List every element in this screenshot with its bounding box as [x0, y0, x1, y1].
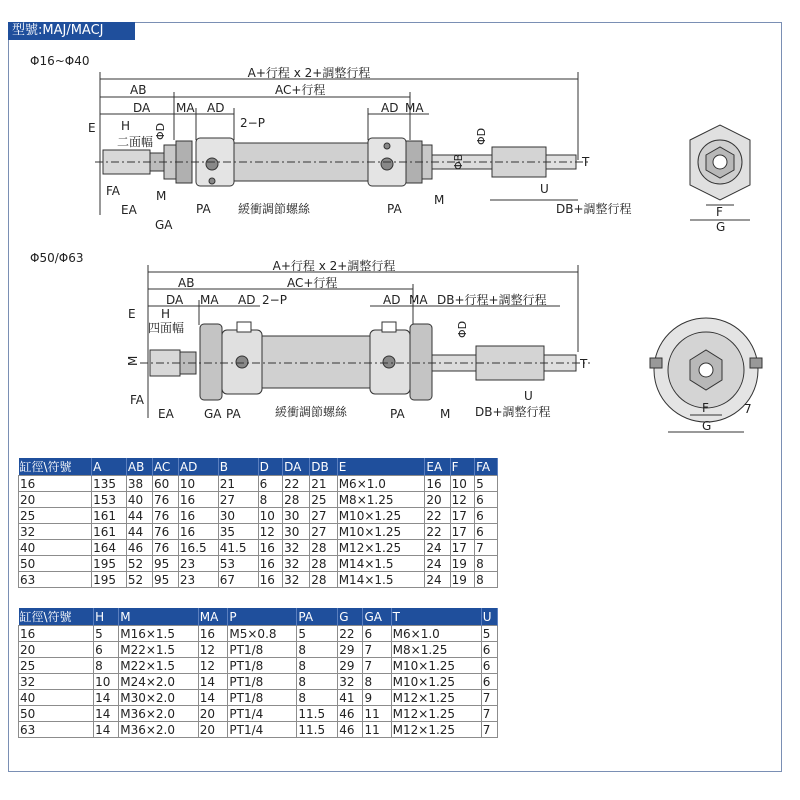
table-cell: 161 — [92, 524, 127, 540]
table-cell: 76 — [152, 524, 178, 540]
dim-e-2: E — [128, 307, 136, 321]
table-cell: 19 — [450, 572, 475, 588]
table-cell: M12×1.25 — [391, 722, 481, 738]
table-cell: M14×1.5 — [337, 572, 425, 588]
table-cell: 22 — [425, 508, 450, 524]
table-cell: 12 — [198, 658, 228, 674]
dim-phid-1: ΦD — [154, 122, 167, 140]
table-cell: 16 — [178, 508, 218, 524]
table-cell: 7 — [475, 540, 498, 556]
table-header-cell: DA — [283, 458, 310, 476]
table-cell: 38 — [126, 476, 152, 492]
table-cell: 32 — [19, 524, 92, 540]
table-cell: 52 — [126, 556, 152, 572]
table-cell: M8×1.25 — [391, 642, 481, 658]
table-cell: 6 — [363, 626, 391, 642]
dim-m-side-2: M — [126, 355, 140, 366]
dim-h-2: H — [161, 307, 171, 321]
table-row — [19, 508, 498, 524]
table-row — [19, 626, 498, 642]
table-cell: 161 — [92, 508, 127, 524]
table-cell: M8×1.25 — [337, 492, 425, 508]
table-cell: 30 — [283, 508, 310, 524]
dim-ad-l-2: AD — [238, 293, 256, 307]
table-cell: 195 — [92, 572, 127, 588]
table-cell: 46 — [126, 540, 152, 556]
table-cell: 53 — [218, 556, 258, 572]
table-cell: 17 — [450, 508, 475, 524]
table-cell: 28 — [310, 556, 337, 572]
table-cell: 8 — [258, 492, 283, 508]
table-cell: M12×1.25 — [337, 540, 425, 556]
table-cell: 28 — [283, 492, 310, 508]
table-cell: 12 — [258, 524, 283, 540]
table-cell: M14×1.5 — [337, 556, 425, 572]
dim-phib-1: ΦB — [452, 153, 465, 170]
table-cell: 16 — [19, 626, 94, 642]
table-cell: 23 — [178, 572, 218, 588]
table-cell: 6 — [475, 508, 498, 524]
table-header-cell: 缸徑\符號 — [19, 458, 92, 476]
dim-ad-r-2: AD — [383, 293, 401, 307]
table-cell: 6 — [94, 642, 119, 658]
table-cell: 17 — [450, 524, 475, 540]
table-header-cell: 缸徑\符號 — [19, 608, 94, 626]
table-cell: 6 — [481, 658, 497, 674]
table-cell: PT1/8 — [228, 690, 297, 706]
model-title: 型號:MAJ/MACJ — [8, 22, 135, 40]
dim-phid-2: ΦD — [456, 320, 469, 338]
table-cell: 29 — [338, 658, 363, 674]
table-cell: 52 — [126, 572, 152, 588]
table-row — [19, 722, 498, 738]
table-cell: 14 — [94, 722, 119, 738]
table-cell: 10 — [94, 674, 119, 690]
table-cell: 63 — [19, 722, 94, 738]
table-cell: 8 — [297, 690, 338, 706]
table-cell: 16 — [258, 572, 283, 588]
table-cell: 5 — [94, 626, 119, 642]
table-cell: 32 — [19, 674, 94, 690]
table-cell: 22 — [283, 476, 310, 492]
table-row — [19, 674, 498, 690]
table-cell: 32 — [283, 540, 310, 556]
table-cell: 153 — [92, 492, 127, 508]
table-cell: 24 — [425, 540, 450, 556]
table-header-cell: EA — [425, 458, 450, 476]
dim-u-1: U — [540, 182, 549, 196]
table-cell: 19 — [450, 556, 475, 572]
dim-pa-l-2: PA — [226, 407, 241, 421]
table-cell: 12 — [198, 642, 228, 658]
dim-db-1: DB+調整行程 — [556, 202, 632, 216]
table-cell: 10 — [450, 476, 475, 492]
table-header-cell: FA — [475, 458, 498, 476]
table-cell: 8 — [297, 674, 338, 690]
table-cell: 195 — [92, 556, 127, 572]
table-cell: 28 — [310, 572, 337, 588]
table-cell: 25 — [19, 508, 92, 524]
dim-ga-2: GA — [204, 407, 222, 421]
table-cell: 7 — [363, 642, 391, 658]
table-cell: 14 — [94, 690, 119, 706]
table-header-cell: AB — [126, 458, 152, 476]
table-cell: 6 — [258, 476, 283, 492]
table-cell: 7 — [363, 658, 391, 674]
dim-total-1: A+行程 x 2+調整行程 — [247, 66, 371, 80]
table-cell: 8 — [297, 642, 338, 658]
dim-ga-1: GA — [155, 218, 173, 232]
table-cell: 27 — [310, 524, 337, 540]
table-cell: 8 — [297, 658, 338, 674]
section2-title: Φ50/Φ63 — [30, 251, 84, 265]
dim-e-1: E — [88, 121, 96, 135]
table-header-cell: G — [338, 608, 363, 626]
table-header-cell: F — [450, 458, 475, 476]
table-cell: 164 — [92, 540, 127, 556]
table-cell: 24 — [425, 572, 450, 588]
table-cell: 40 — [19, 690, 94, 706]
table-cell: 5 — [475, 476, 498, 492]
table-cell: 11.5 — [297, 722, 338, 738]
dim-flats-1: 二面幅 — [117, 135, 154, 149]
table-cell: 10 — [258, 508, 283, 524]
table-cell: PT1/8 — [228, 658, 297, 674]
table-cell: M12×1.25 — [391, 706, 481, 722]
table-cell: M10×1.25 — [337, 508, 425, 524]
table-cell: 25 — [19, 658, 94, 674]
table-cell: 20 — [19, 642, 94, 658]
table-cell: PT1/4 — [228, 706, 297, 722]
dim-m-r-1: M — [434, 193, 445, 207]
table-cell: 20 — [425, 492, 450, 508]
table-cell: 50 — [19, 706, 94, 722]
dim-g-1: G — [716, 220, 726, 234]
table-cell: 21 — [218, 476, 258, 492]
dim-h-1: H — [121, 119, 131, 133]
dim-flats-2: 四面幅 — [148, 321, 185, 335]
table-cell: M6×1.0 — [391, 626, 481, 642]
table-cell: 8 — [363, 674, 391, 690]
table-cell: M30×2.0 — [119, 690, 199, 706]
table-row — [19, 658, 498, 674]
table-cell: 50 — [19, 556, 92, 572]
table-row — [19, 706, 498, 722]
table-header-cell: GA — [363, 608, 391, 626]
table-cell: 32 — [283, 556, 310, 572]
table-cell: PT1/8 — [228, 642, 297, 658]
spec-table-2 — [18, 608, 498, 738]
table-cell: PT1/4 — [228, 722, 297, 738]
table-header-cell: D — [258, 458, 283, 476]
dim-m-l-1: M — [156, 189, 167, 203]
table-cell: 32 — [283, 572, 310, 588]
table-cell: M6×1.0 — [337, 476, 425, 492]
table-header-cell: PA — [297, 608, 338, 626]
table-cell: 32 — [338, 674, 363, 690]
table-cell: 29 — [338, 642, 363, 658]
dim-phid2-1: ΦD — [475, 127, 488, 145]
table-cell: 16 — [178, 492, 218, 508]
dim-ma-r-1: MA — [405, 101, 424, 115]
dim-fa-1: FA — [106, 184, 121, 198]
table-cell: 6 — [475, 524, 498, 540]
table-cell: 11 — [363, 706, 391, 722]
table-cell: 17 — [450, 540, 475, 556]
table-cell: M16×1.5 — [119, 626, 199, 642]
table-row — [19, 540, 498, 556]
table-header-cell: U — [481, 608, 497, 626]
table-cell: 16 — [19, 476, 92, 492]
table-cell: 46 — [338, 706, 363, 722]
table-cell: 41 — [338, 690, 363, 706]
table-cell: 6 — [475, 492, 498, 508]
table-cell: 16 — [425, 476, 450, 492]
section1-title: Φ16~Φ40 — [30, 54, 90, 68]
spec-table-1-header — [19, 458, 498, 476]
table-cell: 10 — [178, 476, 218, 492]
dim-seven-2: 7 — [744, 402, 752, 416]
dim-ad-r-1: AD — [381, 101, 399, 115]
table-cell: M12×1.25 — [391, 690, 481, 706]
table-cell: 44 — [126, 508, 152, 524]
dim-ma-r-2: MA — [409, 293, 428, 307]
dim-total-2: A+行程 x 2+調整行程 — [272, 259, 396, 273]
dim-g-2: G — [702, 419, 712, 433]
dim-port-1: 2−P — [240, 116, 265, 130]
table-cell: 22 — [338, 626, 363, 642]
table-header-cell: H — [94, 608, 119, 626]
table-cell: 35 — [218, 524, 258, 540]
dim-ea-2: EA — [158, 407, 174, 421]
table-cell: 20 — [19, 492, 92, 508]
table-cell: 20 — [198, 706, 228, 722]
table-cell: 14 — [198, 674, 228, 690]
dim-ad-l-1: AD — [207, 101, 225, 115]
table-cell: 40 — [19, 540, 92, 556]
table-cell: 16 — [178, 524, 218, 540]
table-cell: 16 — [258, 540, 283, 556]
table-cell: M5×0.8 — [228, 626, 297, 642]
table-header-cell: P — [228, 608, 297, 626]
table-cell: 8 — [94, 658, 119, 674]
dim-ma-l-2: MA — [200, 293, 219, 307]
table-cell: 135 — [92, 476, 127, 492]
table-cell: 5 — [297, 626, 338, 642]
dim-t-2: T — [580, 357, 588, 371]
table-cell: M36×2.0 — [119, 706, 199, 722]
table-cell: 67 — [218, 572, 258, 588]
dim-f-1: F — [716, 205, 723, 219]
table-cell: 11 — [363, 722, 391, 738]
table-cell: 76 — [152, 492, 178, 508]
table-cell: 28 — [310, 540, 337, 556]
dim-f-2: F — [702, 401, 709, 415]
dim-ea-1: EA — [121, 203, 137, 217]
table-cell: 30 — [218, 508, 258, 524]
table-row — [19, 476, 498, 492]
table-cell: 6 — [481, 642, 497, 658]
table-cell: 63 — [19, 572, 92, 588]
table-cell: 6 — [481, 674, 497, 690]
table-row — [19, 572, 498, 588]
table-cell: 16.5 — [178, 540, 218, 556]
dim-ac-1: AC+行程 — [275, 83, 326, 97]
dim-t-1: T — [582, 155, 590, 169]
table-cell: 16 — [258, 556, 283, 572]
table-cell: 14 — [198, 690, 228, 706]
dim-db-2: DB+調整行程 — [475, 405, 551, 419]
table-cell: 14 — [94, 706, 119, 722]
table-cell: 7 — [481, 690, 497, 706]
table-cell: 27 — [218, 492, 258, 508]
table-header-cell: AD — [178, 458, 218, 476]
table-header-cell: A — [92, 458, 127, 476]
table-row — [19, 492, 498, 508]
table-header-cell: MA — [198, 608, 228, 626]
table-cell: 95 — [152, 556, 178, 572]
table-row — [19, 642, 498, 658]
dim-pa-l-1: PA — [196, 202, 211, 216]
table-row — [19, 524, 498, 540]
table-cell: 30 — [283, 524, 310, 540]
dim-pa-r-2: PA — [390, 407, 405, 421]
spec-table-1 — [18, 458, 498, 588]
table-cell: 8 — [475, 572, 498, 588]
dim-u-2: U — [524, 389, 533, 403]
table-cell: 8 — [475, 556, 498, 572]
table-header-cell: T — [391, 608, 481, 626]
spec-table-2-header — [19, 608, 498, 626]
table-cell: M22×1.5 — [119, 642, 199, 658]
table-cell: 76 — [152, 540, 178, 556]
table-cell: 24 — [425, 556, 450, 572]
table-cell: M36×2.0 — [119, 722, 199, 738]
table-cell: 60 — [152, 476, 178, 492]
dim-cushion-1: 緩衝調節螺絲 — [238, 202, 311, 216]
table-cell: 25 — [310, 492, 337, 508]
dim-pa-r-1: PA — [387, 202, 402, 216]
dim-da-1: DA — [133, 101, 151, 115]
dim-ac-2: AC+行程 — [287, 276, 338, 290]
table-cell: M10×1.25 — [337, 524, 425, 540]
table-cell: PT1/8 — [228, 674, 297, 690]
table-header-cell: E — [337, 458, 425, 476]
table-header-cell: B — [218, 458, 258, 476]
table-row — [19, 556, 498, 572]
table-cell: M24×2.0 — [119, 674, 199, 690]
dim-da-2: DA — [166, 293, 184, 307]
table-row — [19, 690, 498, 706]
table-cell: 76 — [152, 508, 178, 524]
dim-ma-l-1: MA — [176, 101, 195, 115]
dim-port-2: 2−P — [262, 293, 287, 307]
table-header-cell: M — [119, 608, 199, 626]
table-cell: M10×1.25 — [391, 658, 481, 674]
table-cell: 21 — [310, 476, 337, 492]
table-cell: M10×1.25 — [391, 674, 481, 690]
table-cell: 41.5 — [218, 540, 258, 556]
dim-db-top-2: DB+行程+調整行程 — [437, 293, 547, 307]
table-cell: 44 — [126, 524, 152, 540]
table-cell: 23 — [178, 556, 218, 572]
table-cell: 16 — [198, 626, 228, 642]
dim-cushion-2: 緩衝調節螺絲 — [275, 405, 348, 419]
table-cell: 40 — [126, 492, 152, 508]
table-cell: 27 — [310, 508, 337, 524]
table-cell: M22×1.5 — [119, 658, 199, 674]
table-cell: 11.5 — [297, 706, 338, 722]
table-cell: 7 — [481, 706, 497, 722]
table-header-cell: DB — [310, 458, 337, 476]
dim-fa-2: FA — [130, 393, 145, 407]
table-cell: 22 — [425, 524, 450, 540]
dim-ab-1: AB — [130, 83, 147, 97]
table-cell: 12 — [450, 492, 475, 508]
table-cell: 9 — [363, 690, 391, 706]
table-cell: 5 — [481, 626, 497, 642]
table-cell: 46 — [338, 722, 363, 738]
table-cell: 20 — [198, 722, 228, 738]
table-cell: 95 — [152, 572, 178, 588]
dim-m-r-2: M — [440, 407, 451, 421]
table-header-cell: AC — [152, 458, 178, 476]
dim-ab-2: AB — [178, 276, 195, 290]
table-cell: 7 — [481, 722, 497, 738]
